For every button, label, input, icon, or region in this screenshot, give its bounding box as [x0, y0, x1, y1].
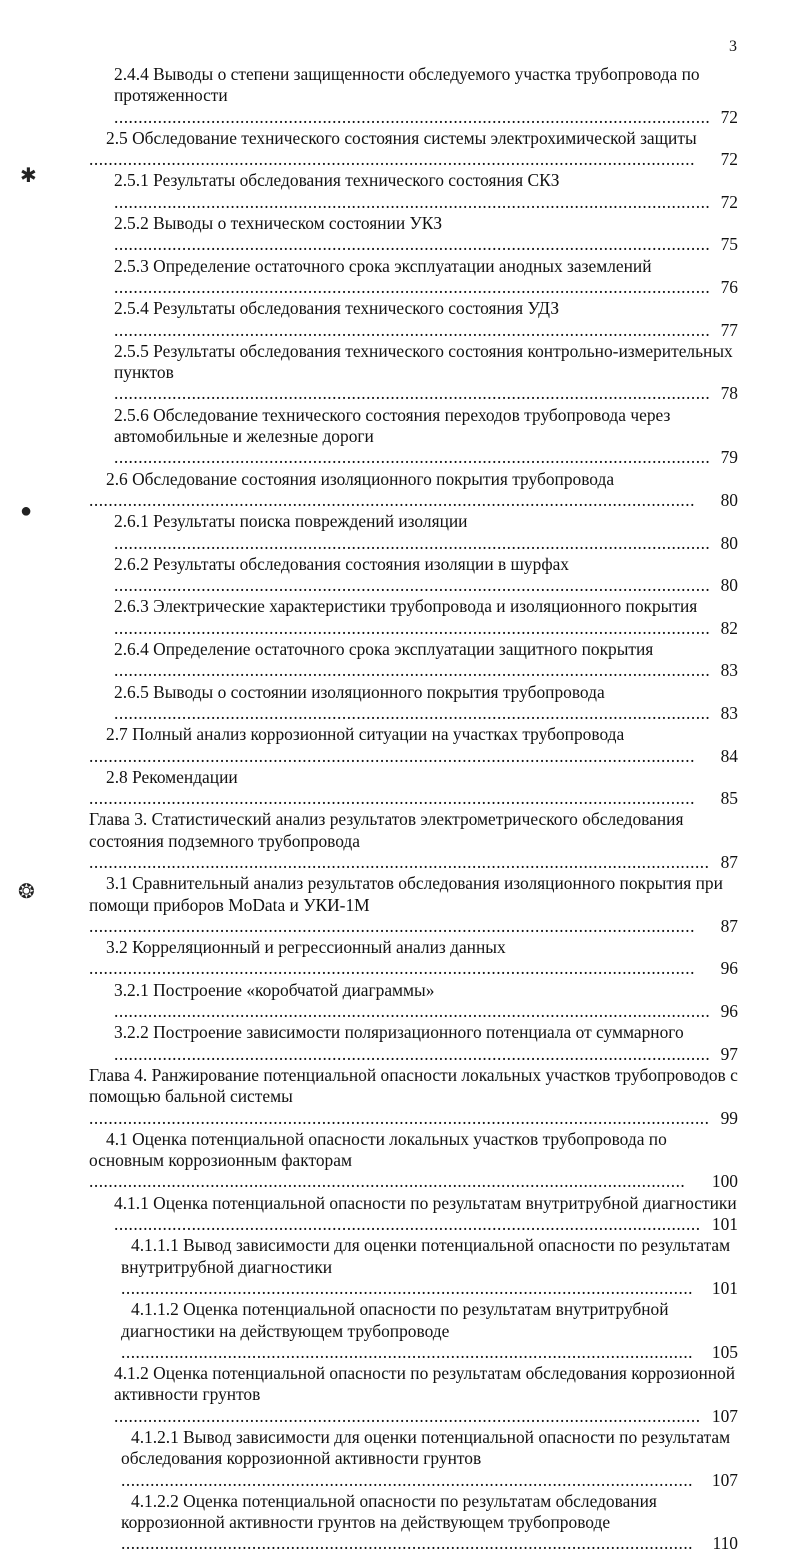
dot-leader: .............................................................................................................................: [89, 745, 695, 766]
toc-entry-title: 4.1.1.2 Оценка потенциальной опасности по результатам внутритрубной диагностики на действующем трубопроводе: [121, 1299, 669, 1341]
dot-leader: ......................................................................................................................: [121, 1469, 694, 1490]
toc-entry-title: 2.5.2 Выводы о техническом состоянии УКЗ: [114, 213, 443, 234]
table-of-contents: [0, 64, 796, 1555]
dot-leader: ...........................................................................................................................: [89, 1171, 686, 1192]
toc-entry-page: 87: [720, 851, 738, 872]
toc-entry: [0, 341, 796, 405]
toc-entry-page: 78: [720, 383, 738, 404]
toc-entry: [0, 596, 796, 639]
toc-entry: [0, 1299, 796, 1363]
dot-leader: ...........................................................................................................................: [114, 1043, 711, 1064]
dot-leader: ...........................................................................................................................: [114, 106, 711, 127]
toc-entry-page: 76: [720, 276, 738, 297]
toc-entry: [0, 554, 796, 597]
toc-entry-title: 2.5.6 Обследование технического состояния переходов трубопровода через автомобильные и железные дороги: [114, 404, 671, 447]
dot-leader: .........................................................................................................................: [114, 1405, 701, 1426]
dot-leader: ...........................................................................................................................: [114, 617, 711, 638]
dot-leader: ......................................................................................................................: [121, 1277, 694, 1298]
toc-entry-page: 100: [693, 1171, 738, 1192]
toc-entry-page: 83: [720, 660, 738, 681]
toc-entry: [0, 1129, 796, 1193]
toc-entry-title: 2.6 Обследование состояния изоляционного покрытия трубопровода: [106, 468, 615, 489]
toc-entry: [0, 1065, 796, 1129]
toc-entry: [0, 767, 796, 810]
dot-leader: ...........................................................................................................................: [114, 234, 711, 255]
dot-leader: ...........................................................................................................................: [114, 447, 711, 468]
toc-entry: [0, 1193, 796, 1236]
toc-entry-page: 83: [720, 702, 738, 723]
page-number: 3: [729, 38, 737, 55]
toc-entry-title: 2.4.4 Выводы о степени защищенности обследуемого участка трубопровода по протяженности: [114, 64, 700, 106]
toc-entry-title: 2.6.4 Определение остаточного срока эксплуатации защитного покрытия: [114, 639, 654, 660]
scan-speck-icon: ✱: [20, 165, 37, 187]
toc-entry-page: 105: [700, 1342, 738, 1363]
scan-speck-icon: ❂: [18, 881, 35, 903]
toc-entry: [0, 873, 796, 937]
toc-entry-page: 101: [700, 1278, 738, 1299]
toc-entry-title: 4.1.2.2 Оценка потенциальной опасности по результатам обследования коррозионной активности грунтов на действующем трубопроводе: [121, 1490, 657, 1533]
toc-entry-title: 4.1.2.1 Вывод зависимости для оценки потенциальной опасности по результатам обследования коррозионной активности грунтов: [121, 1427, 731, 1469]
toc-entry: [0, 1427, 796, 1491]
toc-entry-title: 4.1 Оценка потенциальной опасности локальных участков трубопровода по основным коррозионным факторам: [89, 1128, 667, 1171]
toc-entry-title: 4.1.1.1 Вывод зависимости для оценки потенциальной опасности по результатам внутритрубной диагностики: [121, 1235, 731, 1277]
scan-speck-icon: ●: [20, 500, 33, 522]
toc-entry-title: 2.6.3 Электрические характеристики трубопровода и изоляционного покрытия: [114, 596, 698, 617]
toc-entry-page: 77: [720, 319, 738, 340]
dot-leader: .........................................................................................................................: [114, 1214, 701, 1235]
dot-leader: ...........................................................................................................................: [114, 702, 711, 723]
toc-entry-page: 80: [702, 490, 738, 511]
dot-leader: ...........................................................................................................................: [114, 660, 711, 681]
toc-entry-title: 2.5.5 Результаты обследования технического состояния контрольно-измерительных пунктов: [114, 340, 733, 383]
dot-leader: ......................................................................................................................: [121, 1341, 694, 1362]
toc-entry-title: 2.5.1 Результаты обследования технического состояния СКЗ: [114, 170, 560, 191]
toc-entry-page: 110: [701, 1533, 738, 1554]
toc-entry-page: 101: [711, 1214, 738, 1235]
dot-leader: ...........................................................................................................................: [114, 1001, 711, 1022]
dot-leader: .............................................................................................................................: [89, 915, 695, 936]
dot-leader: .............................................................................................................................: [89, 489, 695, 510]
toc-entry-page: 72: [720, 191, 738, 212]
toc-entry-page: 80: [720, 575, 738, 596]
toc-entry-title: 3.2.1 Построение «коробчатой диаграммы»: [114, 979, 435, 1000]
toc-entry-title: 2.5 Обследование технического состояния системы электрохимической защиты: [106, 127, 697, 148]
dot-leader: ...........................................................................................................................: [114, 532, 711, 553]
toc-entry-title: 3.2 Корреляционный и регрессионный анализ данных: [106, 937, 506, 958]
toc-entry-page: 107: [700, 1470, 738, 1491]
toc-entry: [0, 980, 796, 1023]
toc-entry: [0, 809, 796, 873]
dot-leader: ...........................................................................................................................: [114, 383, 711, 404]
toc-entry-title: Глава 4. Ранжирование потенциальной опасности локальных участков трубопроводов с помощью бальной системы: [89, 1064, 738, 1107]
toc-entry-page: 84: [702, 746, 738, 767]
dot-leader: ...........................................................................................................................: [114, 276, 711, 297]
toc-entry-title: 3.2.2 Построение зависимости поляризационного потенциала от суммарного: [114, 1022, 684, 1043]
toc-entry-title: 2.6.1 Результаты поиска повреждений изоляции: [114, 511, 468, 532]
toc-entry: [0, 639, 796, 682]
toc-entry-title: 4.1.1 Оценка потенциальной опасности по результатам внутритрубной диагностики: [114, 1192, 737, 1213]
toc-entry-title: 2.7 Полный анализ коррозионной ситуации на участках трубопровода: [106, 724, 625, 745]
dot-leader: ...........................................................................................................................: [114, 575, 711, 596]
toc-entry: [0, 256, 796, 299]
toc-entry-page: 107: [711, 1405, 738, 1426]
toc-entry: [0, 1235, 796, 1299]
toc-entry: [0, 469, 796, 512]
toc-entry-title: 3.1 Сравнительный анализ результатов обследования изоляционного покрытия при помощи приборов MoData и УКИ-1М: [89, 873, 723, 915]
toc-entry-page: 99: [720, 1107, 738, 1128]
dot-leader: ................................................................................................................................: [89, 1107, 710, 1128]
toc-entry: [0, 937, 796, 980]
toc-entry: [0, 724, 796, 767]
toc-entry: [0, 682, 796, 725]
toc-entry-title: 2.8 Рекомендации: [106, 766, 238, 787]
toc-entry: [0, 64, 796, 128]
dot-leader: ................................................................................................................................: [89, 851, 710, 872]
dot-leader: .............................................................................................................................: [89, 149, 695, 170]
toc-entry: [0, 170, 796, 213]
dot-leader: ...........................................................................................................................: [114, 319, 711, 340]
dot-leader: ......................................................................................................................: [121, 1533, 694, 1554]
toc-entry-page: 80: [720, 532, 738, 553]
toc-entry-page: 82: [720, 617, 738, 638]
toc-entry-page: 87: [702, 916, 738, 937]
toc-entry: [0, 1491, 796, 1555]
toc-entry-page: 79: [720, 447, 738, 468]
toc-entry-title: Глава 3. Статистический анализ результатов электрометрического обследования состояния подземного трубопровода: [89, 809, 684, 851]
toc-entry: [0, 298, 796, 341]
toc-entry: [0, 405, 796, 469]
dot-leader: .............................................................................................................................: [89, 958, 695, 979]
toc-entry-page: 85: [702, 788, 738, 809]
toc-entry-page: 72: [702, 149, 738, 170]
toc-entry: [0, 1363, 796, 1427]
toc-entry: [0, 1022, 796, 1065]
toc-entry-page: 96: [720, 1001, 738, 1022]
toc-entry-title: 2.6.5 Выводы о состоянии изоляционного покрытия трубопровода: [114, 681, 605, 702]
toc-entry-title: 4.1.2 Оценка потенциальной опасности по результатам обследования коррозионной активности грунтов: [114, 1363, 736, 1405]
toc-entry: [0, 213, 796, 256]
toc-entry-page: 97: [720, 1043, 738, 1064]
dot-leader: ...........................................................................................................................: [114, 191, 711, 212]
toc-entry-title: 2.5.4 Результаты обследования технического состояния УДЗ: [114, 298, 560, 319]
toc-entry-page: 96: [702, 958, 738, 979]
toc-entry-page: 72: [720, 106, 738, 127]
toc-entry-title: 2.5.3 Определение остаточного срока эксплуатации анодных заземлений: [114, 255, 652, 276]
dot-leader: .............................................................................................................................: [89, 788, 695, 809]
toc-entry: [0, 511, 796, 554]
toc-entry-title: 2.6.2 Результаты обследования состояния изоляции в шурфах: [114, 553, 569, 574]
toc-entry-page: 75: [720, 234, 738, 255]
toc-entry: [0, 128, 796, 171]
